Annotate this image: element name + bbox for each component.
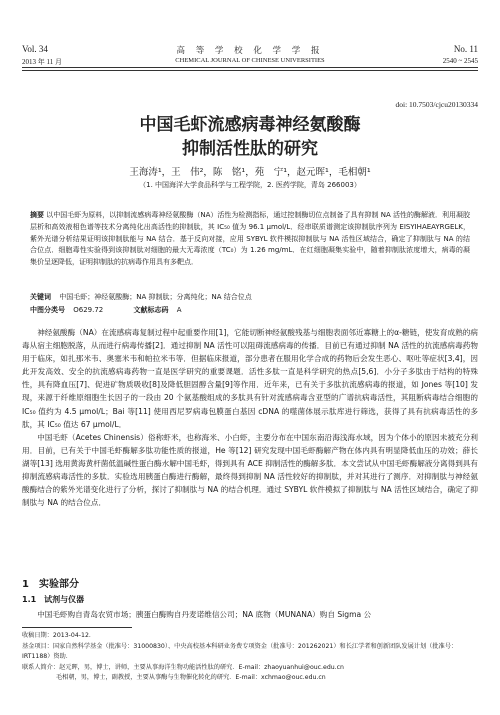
journal-title-cn: 高 等 学 校 化 学 学 报 [176, 46, 324, 56]
footnote-contact-2: 毛相朝，男，博士，副教授，主要从事酶与生物催化转化的研究．E-mail：xchmao@ouc.edu.cn [56, 674, 326, 681]
title-line-2: 抑制活性肽的研究 [182, 139, 318, 159]
page-range: 2540 ~ 2545 [442, 57, 478, 65]
paper-title [22, 113, 478, 161]
subsection-heading: 1.1 试剂与仪器 [22, 595, 85, 604]
footnote-rule [22, 627, 132, 628]
footnote-received: 收稿日期：2013-04-12． [22, 632, 96, 639]
header-rule-thin [22, 70, 478, 71]
abstract-text: 以中国毛虾为原料，以抑制流感病毒神经氨酸酶（NA）活性为检测指标，通过控制酶切位点制备了具有抑制 NA 活性的酶解液．利用凝胶层析和高效液相色谱等技术分离纯化出高活性的抑制肽，其 IC₅₀ 值为 96.1 μmol/L．经串联质谱测定该抑制肽序列为 EISYIHAEAYRGELK，紫外光谱分析结果证明该抑制肽能与 NA 结合．基于反向对接，应用 SYBYL 软件模拟抑制肽与 NA 活性区域结合，确定了抑制肽与 NA 的结合位点．细胞毒性实验得到该抑制肽对细胞的最大无毒浓度（TC₀）为 1.26 mg/mL．在红细胞凝集实验中，随着抑制肽浓度增大，病毒的凝集价呈逐降低，证明抑制肽的抗病毒作用具有多靶点． [30, 211, 471, 267]
section-heading: 1 实验部分 [22, 579, 79, 590]
section-text [22, 608, 478, 621]
authors: 王海涛¹，王 伟²，陈 铭¹，苑 宁¹，赵元晖¹，毛相朝¹ [129, 167, 371, 178]
classification [30, 305, 470, 317]
doc-code-value: A [176, 306, 182, 314]
issue-date: 2013 年 11 月 [22, 58, 62, 66]
footnotes [22, 631, 478, 684]
keywords [30, 292, 470, 304]
clc-label: 中图分类号 [30, 306, 65, 314]
footnote-contact: 联系人简介：赵元晖，男，博士，讲师，主要从事海洋生物功能活性肽的研究．E-mail：zhaoyuanhui@ouc.edu.cn [22, 663, 344, 671]
clc-value: O629.72 [73, 306, 104, 314]
intro-paragraph-2: 中国毛虾（Acetes Chinensis）俗称虾米，也称海米、小白虾，主要分布在中国东南沿海浅海水域，因为个体小的原因未被充分利用．目前，已有关于中国毛虾酶解多肽功能性质的报道，He 等[12] 研究发现中国毛虾酶解产物在体内具有明显降低血压的功效；薛长湖等[13] 选用黄海黄杆菌低温碱性蛋白酶水解中国毛虾，得到具有 ACE 抑制活性的酶解多肽．本文尝试从中国毛虾酶解液分离得到具有抑制流感病毒活性的多肽．实验选用胰蛋白酶进行酶解，最终得到抑制 NA 活性较好的抑制肽，并对其进行了测序．对抑制肽与神经氨酸酶结合的紫外光谱变化进行了分析，探讨了抑制肽与 NA 的结合机理．通过 SYBYL 软件模拟了抑制肽与 NA 活性区域结合，确定了抑制肽与 NA 的结合位点． [22, 432, 478, 508]
issue-number: No. 11 [453, 44, 478, 54]
materials-paragraph: 中国毛虾购自青岛农贸市场；胰蛋白酶购自丹麦诺维信公司；NA 底物（MUNANA）购自 Sigma 公 [37, 610, 372, 619]
introduction [22, 326, 478, 509]
keywords-text: 中国毛虾；神经氨酸酶；NA 抑制肽；分离纯化；NA 结合位点 [59, 293, 252, 301]
header-rule [22, 67, 478, 68]
intro-paragraph-1: 神经氨酸酶（NA）在流感病毒复制过程中起重要作用[1]，它能切断神经氨酸残基与细胞表面邻近寡糖上的α-糖链，使发育成熟的病毒从宿主细胞脱落，从而进行病毒传播[2]．通过抑制 NA 活性可以阻碍流感病毒的传播．目前已有通过抑制 NA 活性的抗流感病毒药物用于临床，如扎那米韦、奥塞米韦和帕拉米韦等．但据临床报道，部分患者在服用化学合成的药物后会发生恶心、呕吐等症状[3,4]，因此开发高效、安全的抗流感病毒药物一直是医学研究的重要课题．活性多肽一直是科学研究的热点[5,6]．小分子多肽由于结构的特殊性，具有降血压[7]、促进矿物质吸收[8]及降低胆固醇含量[9]等作用．近年来，已有关于多肽抗流感病毒的报道，如 Jones 等[10] 发现，来源于纤维原细胞生长因子的一段由 20 个氨基酸组成的多肽具有针对流感病毒含亚型的广谱抗病毒活性，其阻断病毒结合细胞的 IC₅₀ 值约为 4.5 μmol/L；Bai 等[11] 使用西尼罗病毒包膜蛋白基因 cDNA 的噬菌体展示肽库进行筛选，获得了具有抗病毒活性的多肽，其 IC₅₀ 值达 67 μmol/L． [22, 328, 478, 429]
volume: Vol. 34 [22, 44, 48, 54]
keywords-label: 关键词 [30, 293, 51, 301]
doc-code-label: 文献标志码 [133, 306, 169, 314]
abstract-label: 摘要 [30, 211, 45, 219]
title-line-1: 中国毛虾流感病毒神经氨酸酶 [139, 115, 361, 135]
journal-title-en: CHEMICAL JOURNAL OF CHINESE UNIVERSITIES [175, 57, 325, 64]
abstract [30, 210, 470, 269]
journal-header [22, 44, 478, 84]
doi: doi: 10.7503/cjcu20130334 [395, 100, 478, 109]
affiliation: （1. 中国海洋大学食品科学与工程学院，2. 医药学院，青岛 266003） [139, 181, 361, 189]
footnote-funding: 基金项目：国家自然科学基金（批准号：31000830）、中央高校基本科研业务费专项资金（批准号：201262021）和长江学者和创新团队发展计划（批准号：IRT1188）资助． [22, 642, 458, 660]
